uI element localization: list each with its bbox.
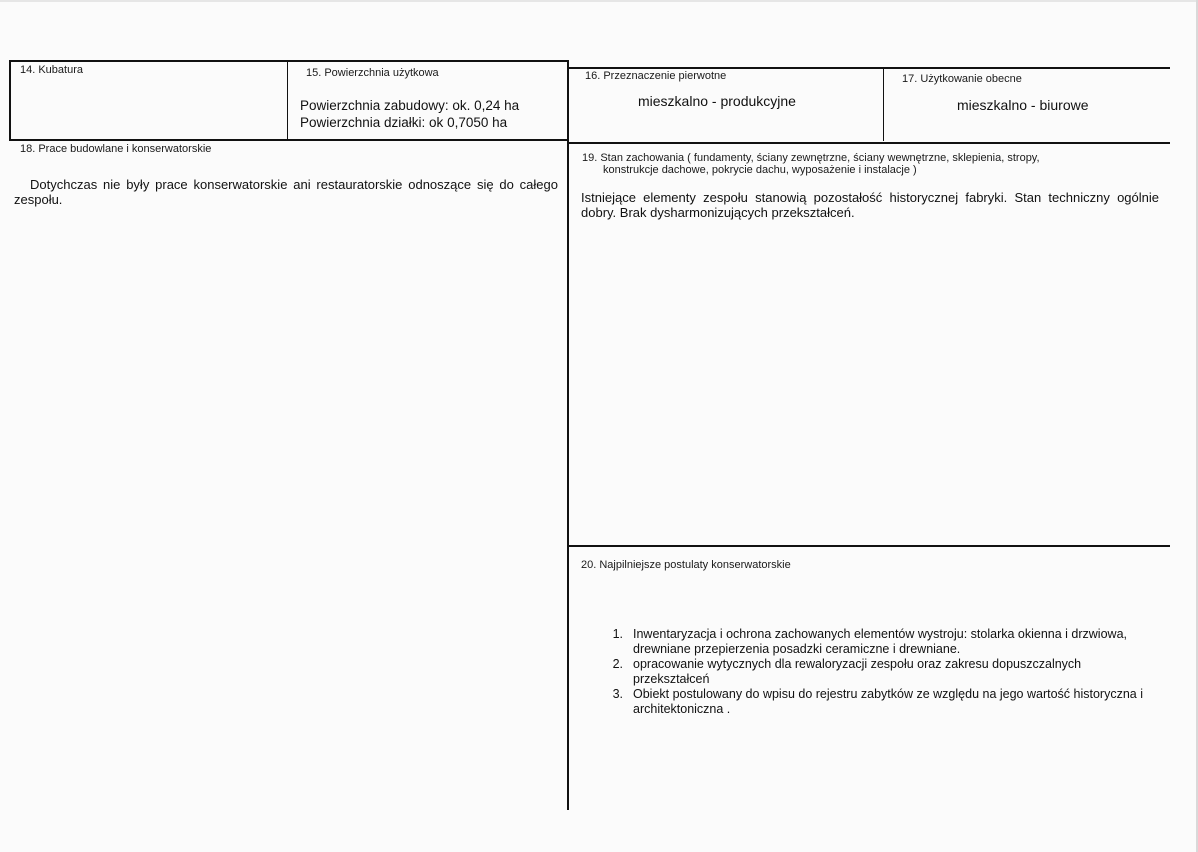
row-divider-left	[9, 139, 568, 141]
field-16-value: mieszkalno - produkcyjne	[638, 93, 796, 109]
field-18-label: 18. Prace budowlane i konserwatorskie	[20, 143, 212, 155]
divider-14-15	[287, 60, 288, 140]
list-item-number: 1.	[612, 627, 623, 641]
list-item-number: 2.	[612, 657, 623, 671]
row-divider-right	[568, 142, 1170, 144]
top-border-left	[9, 60, 568, 62]
list-item-text: opracowanie wytycznych dla rewaloryzacji zespołu oraz zakresu dopuszczalnych przekształceń	[633, 657, 1082, 686]
field-20-label: 20. Najpilniejsze postulaty konserwatorskie	[581, 559, 791, 571]
list-item	[603, 687, 1143, 717]
field-14-label: 14. Kubatura	[20, 64, 83, 76]
field-15-line2: Powierzchnia działki: ok 0,7050 ha	[300, 115, 508, 130]
list-item	[603, 627, 1143, 657]
list-item-number: 3.	[612, 687, 623, 701]
field-17-label: 17. Użytkowanie obecne	[902, 73, 1022, 85]
field-19-text: Istniejące elementy zespołu stanowią pozostałość historycznej fabryki. Stan techniczny ogólnie dobry. Brak dysharmonizujących przekształceń.	[581, 190, 1159, 220]
field-15-line1: Powierzchnia zabudowy: ok. 0,24 ha	[300, 98, 520, 113]
list-item	[603, 657, 1143, 687]
list-item-text: Obiekt postulowany do wpisu do rejestru zabytków ze względu na jego wartość historyczna i architektoniczna .	[633, 687, 1143, 716]
left-border	[9, 60, 11, 140]
top-border-right	[568, 67, 1170, 69]
field-17-value: mieszkalno - biurowe	[957, 97, 1089, 113]
postulates-list	[603, 627, 1143, 717]
divider-19-20	[568, 545, 1170, 547]
divider-16-17	[883, 67, 884, 141]
scan-mark	[0, 0, 1198, 2]
list-item-text: Inwentaryzacja i ochrona zachowanych elementów wystroju: stolarka okienna i drzwiowa, drewniane przepierzenia posadzki ceramiczne i drewniane.	[633, 627, 1127, 656]
field-19-label-line2: konstrukcje dachowe, pokrycie dachu, wyposażenie i instalacje )	[603, 164, 917, 176]
field-16-label: 16. Przeznaczenie pierwotne	[585, 70, 727, 82]
field-18-text: Dotychczas nie były prace konserwatorskie ani restauratorskie odnoszące się do całego zespołu.	[14, 177, 558, 207]
field-15-label: 15. Powierzchnia użytkowa	[306, 67, 439, 79]
center-divider	[567, 60, 569, 810]
field-19-label-line1: 19. Stan zachowania ( fundamenty, ściany zewnętrzne, ściany wewnętrzne, sklepienia, stropy,	[582, 152, 1040, 164]
